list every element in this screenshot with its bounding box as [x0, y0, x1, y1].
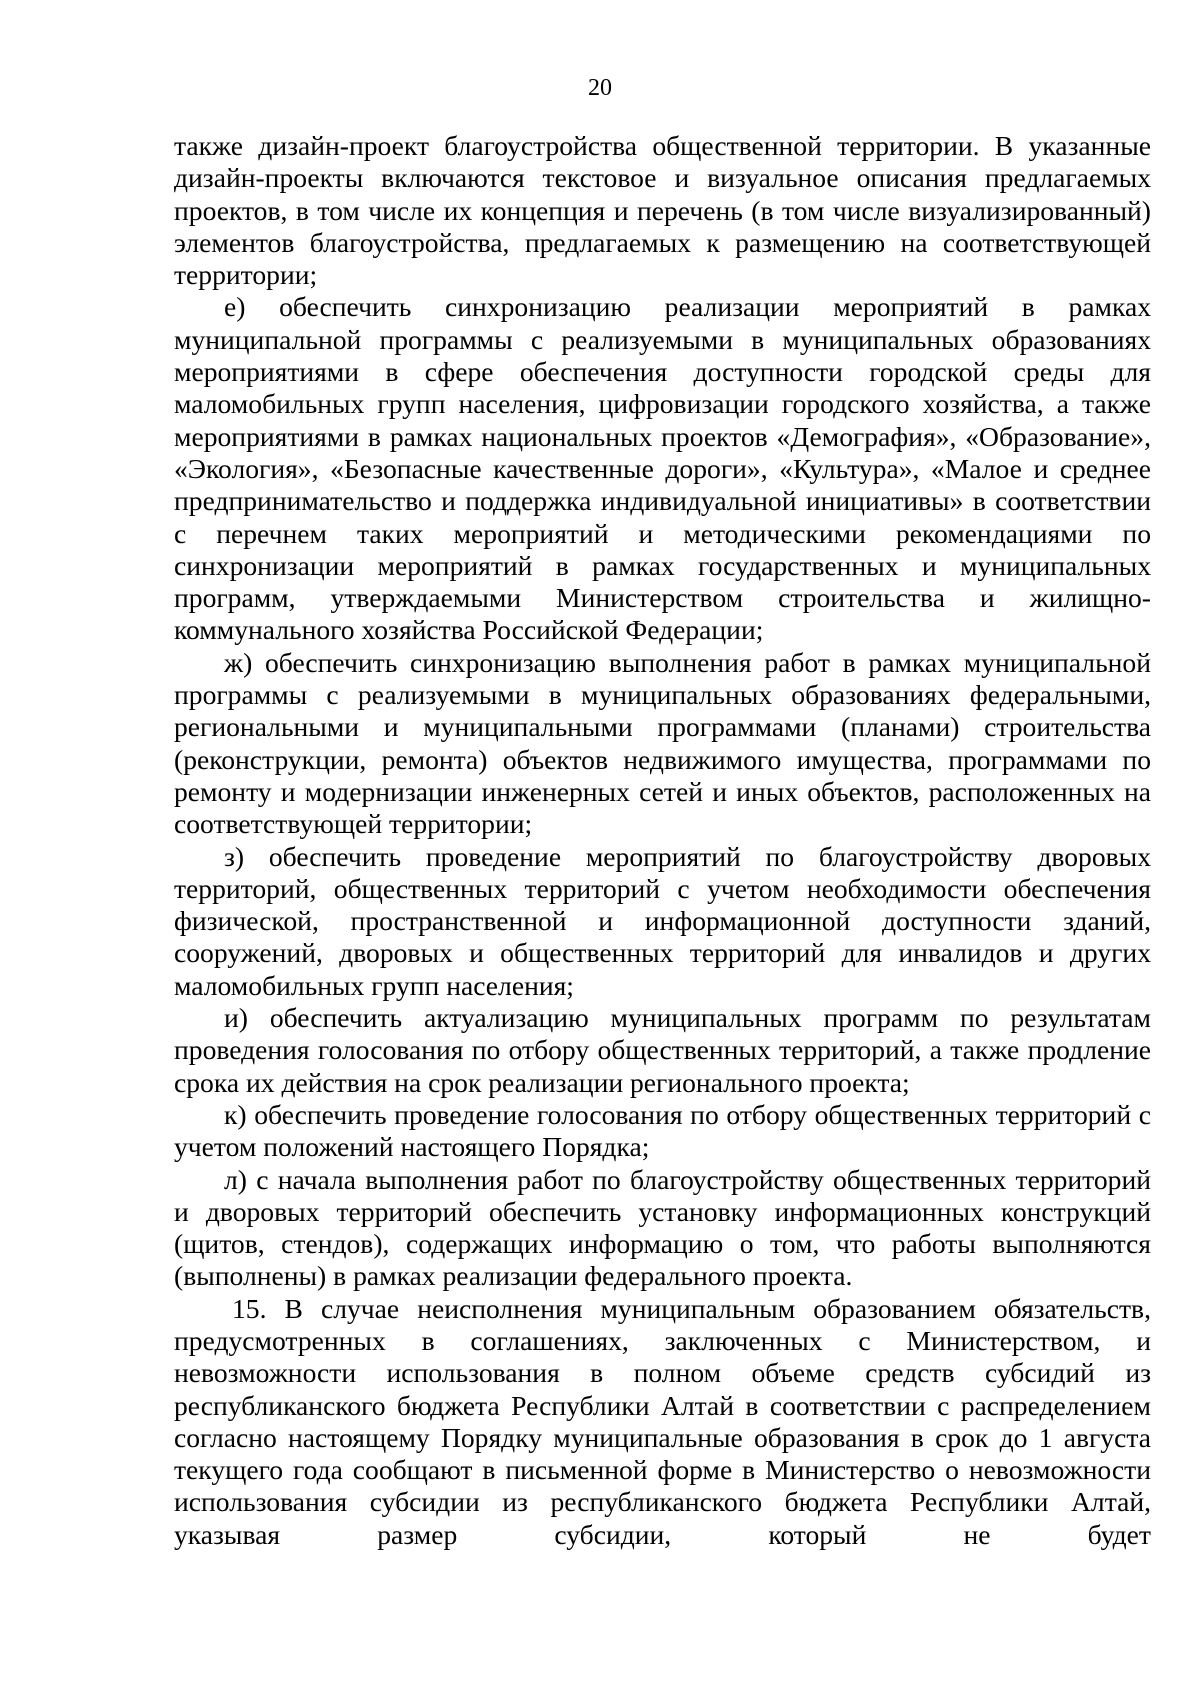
- paragraph-item-z: з) обеспечить проведение мероприятий по благоустройству дворовых территорий, общественных территорий с учетом необходимости обеспечения физической, пространственной и информационной доступности зданий, сооружений, дворовых и общественных территорий для инвалидов и других маломобильных групп населения;: [174, 840, 1151, 1001]
- paragraph-item-l: л) с начала выполнения работ по благоустройству общественных территорий и дворовых территорий обеспечить установку информационных конструкций (щитов, стендов), содержащих информацию о том, что работы выполняются (выполнены) в рамках реализации федерального проекта.: [174, 1163, 1151, 1292]
- paragraph-item-k: к) обеспечить проведение голосования по отбору общественных территорий с учетом положений настоящего Порядка;: [174, 1098, 1151, 1163]
- paragraph-item-zh: ж) обеспечить синхронизацию выполнения работ в рамках муниципальной программы с реализуемыми в муниципальных образованиях федеральными, региональными и муниципальными программами (планами) строительства (реконструкции, ремонта) объектов недвижимого имущества, программами по ремонту и модернизации инженерных сетей и иных объектов, расположенных на соответствующей территории;: [174, 646, 1151, 840]
- paragraph-item-i: и) обеспечить актуализацию муниципальных программ по результатам проведения голосования по отбору общественных территорий, а также продление срока их действия на срок реализации регионального проекта;: [174, 1002, 1151, 1098]
- paragraph-design-project: также дизайн-проект благоустройства общественной территории. В указанные дизайн-проекты включаются текстовое и визуальное описания предлагаемых проектов, в том числе их концепция и перечень (в том числе визуализированный) элементов благоустройства, предлагаемых к размещению на соответствующей территории;: [174, 130, 1151, 291]
- page-number: 20: [588, 75, 612, 101]
- paragraph-item-e: е) обеспечить синхронизацию реализации мероприятий в рамках муниципальной программы с реализуемыми в муниципальных образованиях мероприятиями в сфере обеспечения доступности городской среды для маломобильных групп населения, цифровизации городского хозяйства, а также мероприятиями в рамках национальных проектов «Демография», «Образование», «Экология», «Безопасные качественные дороги», «Культура», «Малое и среднее предпринимательство и поддержка индивидуальной инициативы» в соответствии с перечнем таких мероприятий и методическими рекомендациями по синхронизации мероприятий в рамках государственных и муниципальных программ, утверждаемыми Министерством строительства и жилищно-коммунального хозяйства Российской Федерации;: [174, 291, 1151, 646]
- document-body: [174, 130, 1151, 1551]
- paragraph-clause-15: 15. В случае неисполнения муниципальным образованием обязательств, предусмотренных в соглашениях, заключенных с Министерством, и невозможности использования в полном объеме средств субсидий из республиканского бюджета Республики Алтай в соответствии с распределением согласно настоящему Порядку муниципальные образования в срок до 1 августа текущего года сообщают в письменной форме в Министерство о невозможности использования субсидии из республиканского бюджета Республики Алтай, указывая размер субсидии, который не будет: [174, 1292, 1151, 1550]
